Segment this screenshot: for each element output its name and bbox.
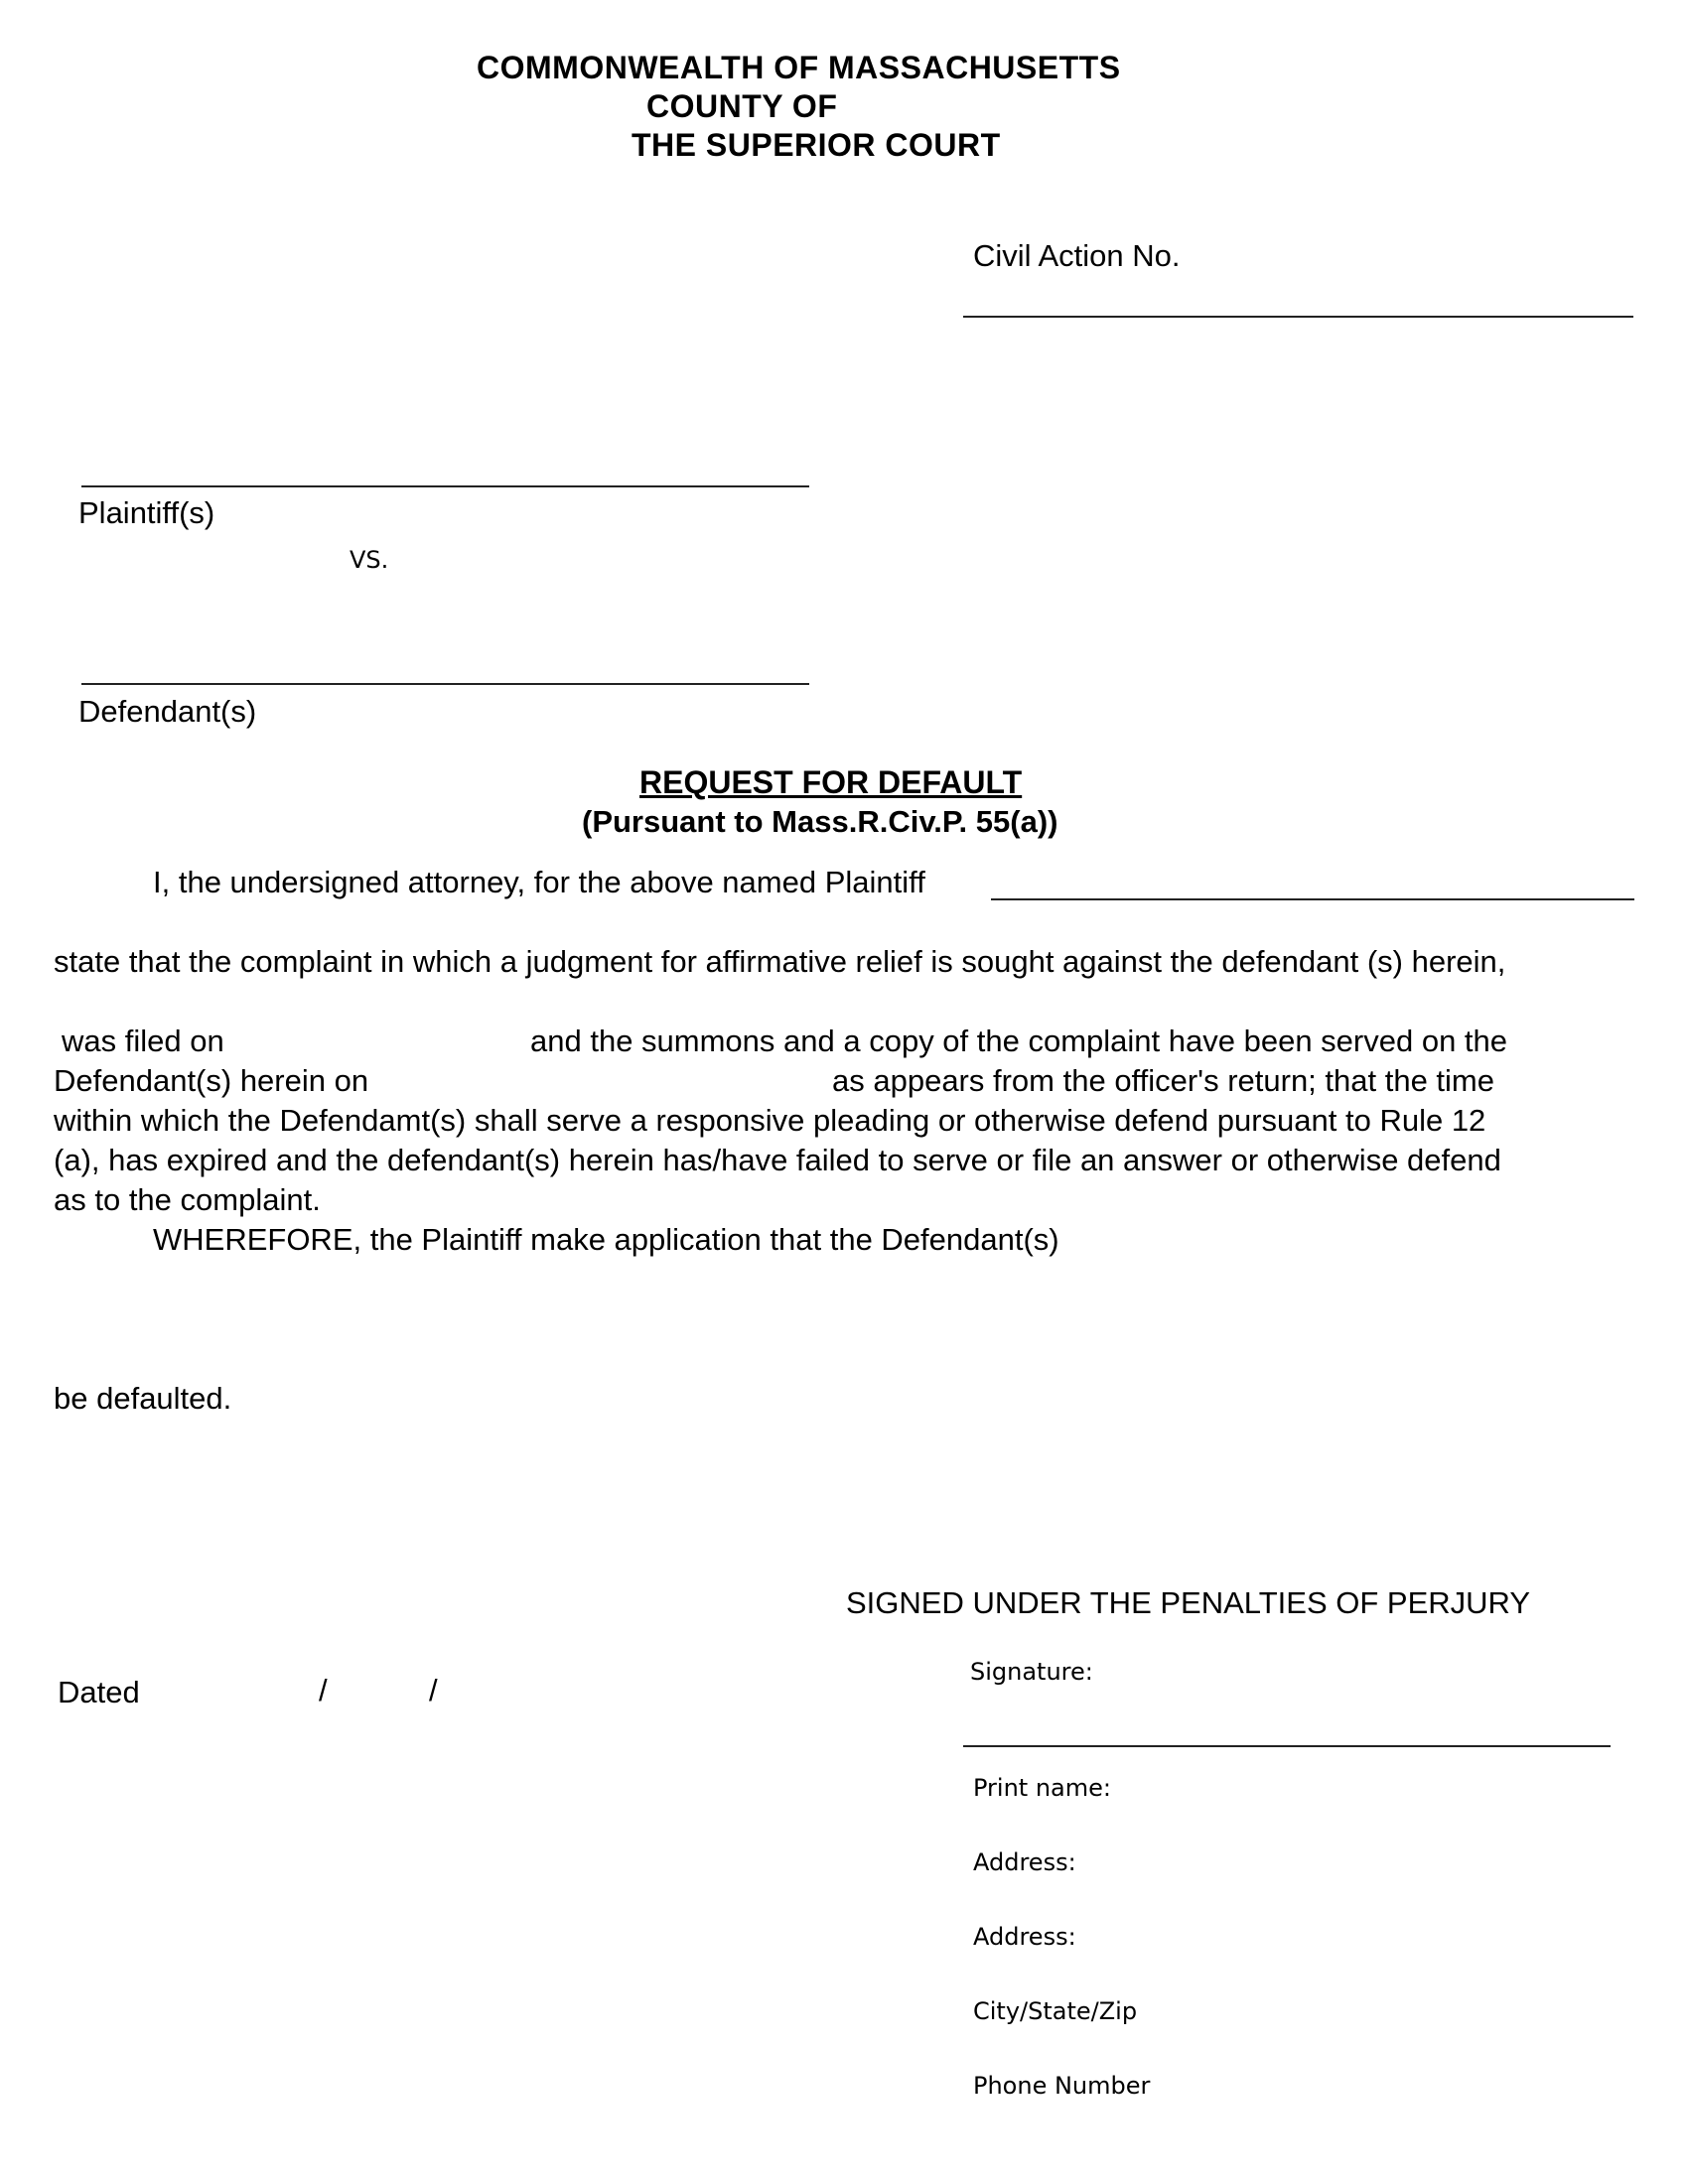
print-name-label: Print name:: [973, 1774, 1111, 1802]
header-commonwealth: COMMONWEALTH OF MASSACHUSETTS: [477, 50, 1121, 85]
served-on-label: Defendant(s) herein on: [54, 1063, 369, 1098]
address-label-2: Address:: [973, 1923, 1076, 1951]
body-line-expired: (a), has expired and the defendant(s) herein has/have failed to serve or file an answer or otherwise defend: [54, 1143, 1501, 1177]
document-title: REQUEST FOR DEFAULT: [639, 764, 1023, 800]
body-line-responsive-pleading: within which the Defendamt(s) shall serve a responsive pleading or otherwise defend pursuant to Rule 12: [54, 1103, 1486, 1138]
perjury-statement: SIGNED UNDER THE PENALTIES OF PERJURY: [846, 1585, 1531, 1620]
plaintiff-name-line[interactable]: [81, 485, 809, 487]
wherefore-statement: WHEREFORE, the Plaintiff make application that the Defendant(s): [153, 1222, 1059, 1257]
address-label-1: Address:: [973, 1848, 1076, 1876]
document-subtitle: (Pursuant to Mass.R.Civ.P. 55(a)): [582, 804, 1058, 839]
signature-line[interactable]: [963, 1745, 1611, 1747]
attorney-statement: I, the undersigned attorney, for the above named Plaintiff: [153, 865, 925, 899]
body-line-complaint: as to the complaint.: [54, 1182, 321, 1217]
plaintiff-fill-line[interactable]: [991, 898, 1634, 900]
filed-on-label: was filed on: [62, 1024, 224, 1058]
plaintiff-label: Plaintiff(s): [78, 495, 215, 530]
civil-action-number-line[interactable]: [963, 316, 1633, 318]
date-slash-2: /: [429, 1673, 438, 1707]
city-state-zip-label: City/State/Zip: [973, 1997, 1138, 2025]
summons-text: and the summons and a copy of the complaint have been served on the: [530, 1024, 1508, 1058]
civil-action-label: Civil Action No.: [973, 238, 1181, 273]
defendant-name-line[interactable]: [81, 683, 809, 685]
header-county: COUNTY OF: [646, 88, 838, 124]
date-slash-1: /: [319, 1673, 328, 1707]
dated-label: Dated: [58, 1675, 140, 1709]
vs-label: VS.: [350, 546, 389, 574]
header-court: THE SUPERIOR COURT: [632, 127, 1001, 163]
be-defaulted-text: be defaulted.: [54, 1381, 232, 1416]
officer-return-text: as appears from the officer's return; that the time: [832, 1063, 1494, 1098]
phone-number-label: Phone Number: [973, 2072, 1151, 2100]
defendant-label: Defendant(s): [78, 694, 257, 729]
signature-label: Signature:: [970, 1658, 1093, 1686]
complaint-statement: state that the complaint in which a judgment for affirmative relief is sought against the defendant (s) herein,: [54, 944, 1506, 979]
